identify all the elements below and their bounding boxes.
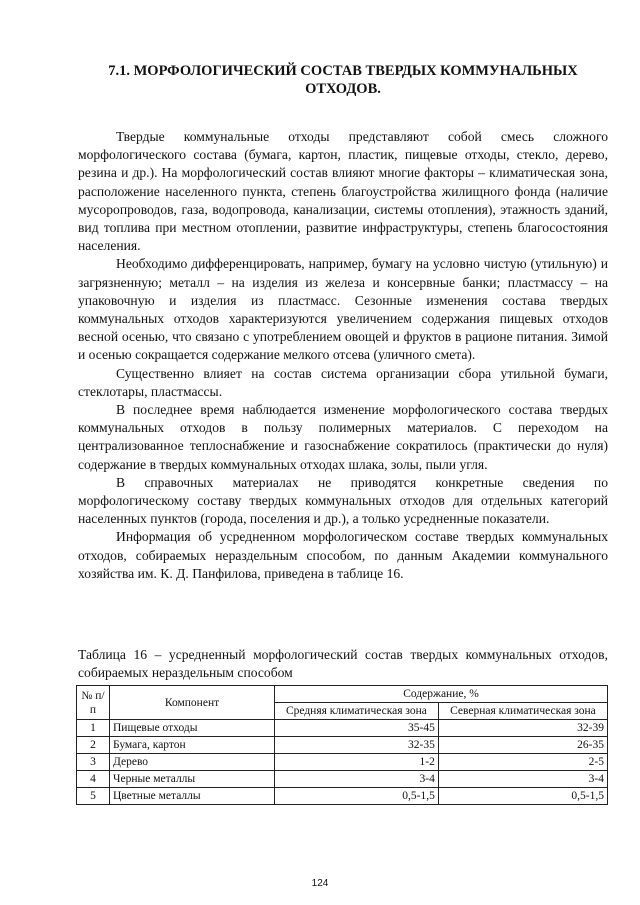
row-num: 2 — [77, 737, 110, 754]
header-north-zone: Северная климатическая зона — [438, 703, 607, 720]
row-north-value: 32-39 — [438, 720, 607, 737]
table-row — [77, 788, 608, 805]
row-middle-value: 0,5-1,5 — [275, 788, 439, 805]
row-middle-value: 32-35 — [275, 737, 439, 754]
table-header-row-1 — [77, 686, 608, 703]
header-num: № п/п — [77, 686, 110, 720]
row-north-value: 3-4 — [438, 771, 607, 788]
header-middle-zone: Средняя климатическая зона — [275, 703, 439, 720]
row-north-value: 0,5-1,5 — [438, 788, 607, 805]
page-number: 124 — [311, 878, 329, 889]
header-component: Компонент — [110, 686, 275, 720]
row-component: Цветные металлы — [110, 788, 275, 805]
section-heading-line-2: ОТХОДОВ. — [305, 81, 381, 97]
section-heading — [78, 62, 608, 98]
table-row — [77, 754, 608, 771]
row-middle-value: 35-45 — [275, 720, 439, 737]
paragraph-5: В справочных материалах не приводятся конкретные сведения по морфологическому составу твердых коммунальных отходов для отдельных категорий населенных пунктов (города, поселения и др.), а только усредненные показатели. — [78, 474, 608, 527]
table-header — [77, 686, 608, 720]
table-row — [77, 720, 608, 737]
paragraph-3: Существенно влияет на состав система организации сбора утильной бумаги, стеклотары, пластмассы. — [78, 365, 608, 399]
row-num: 5 — [77, 788, 110, 805]
row-num: 4 — [77, 771, 110, 788]
row-num: 1 — [77, 720, 110, 737]
header-content: Содержание, % — [275, 686, 608, 703]
body-text — [78, 128, 608, 583]
section-heading-line-1: 7.1. МОРФОЛОГИЧЕСКИЙ СОСТАВ ТВЕРДЫХ КОММУНАЛЬНЫХ — [108, 63, 578, 79]
paragraph-1: Твердые коммунальные отходы представляют собой смесь сложного морфологического состава (бумага, картон, пластик, пищевые отходы, стекло, дерево, резина и др.). На морфологический состав влияют многие факторы – климатическая зона, расположение населенного пункта, степень благоустройства жилищного фонда (наличие мусоропроводов, газа, водопровода, канализации, системы отопления), этажность зданий, вид топлива при местном отоплении, развитие инфраструктуры, степень благосостояния населения. — [78, 129, 608, 254]
paragraph-4: В последнее время наблюдается изменение морфологического состава твердых коммунальных отходов в пользу полимерных материалов. С переходом на централизованное теплоснабжение и газоснабжение сократилось (практически до нуля) содержание в твердых коммунальных отходах шлака, золы, пыли угля. — [78, 402, 608, 472]
row-component: Черные металлы — [110, 771, 275, 788]
composition-table — [76, 685, 608, 805]
row-component: Бумага, картон — [110, 737, 275, 754]
table-caption: Таблица 16 – усредненный морфологический состав твердых коммунальных отходов, собираемых нераздельным способом — [78, 647, 608, 680]
row-num: 3 — [77, 754, 110, 771]
table-row — [77, 771, 608, 788]
row-middle-value: 3-4 — [275, 771, 439, 788]
table-row — [77, 737, 608, 754]
row-north-value: 2-5 — [438, 754, 607, 771]
row-middle-value: 1-2 — [275, 754, 439, 771]
table-body — [77, 720, 608, 805]
row-component: Дерево — [110, 754, 275, 771]
paragraph-2: Необходимо дифференцировать, например, бумагу на условно чистую (утильную) и загрязненную; металл – на изделия из железа и консервные банки; пластмассу – на упаковочную и изделия из пластмасс. Сезонные изменения состава твердых коммунальных отходов характеризуются увеличением содержания пищевых отходов весной осенью, что связано с употреблением овощей и фруктов в рационе питания. Зимой и осенью сокращается содержание мелкого отсева (уличного смета). — [78, 256, 608, 363]
row-component: Пищевые отходы — [110, 720, 275, 737]
paragraph-6: Информация об усредненном морфологическом составе твердых коммунальных отходов, собираемых нераздельным способом, по данным Академии коммунального хозяйства им. К. Д. Панфилова, приведена в таблице 16. — [78, 529, 608, 581]
row-north-value: 26-35 — [438, 737, 607, 754]
